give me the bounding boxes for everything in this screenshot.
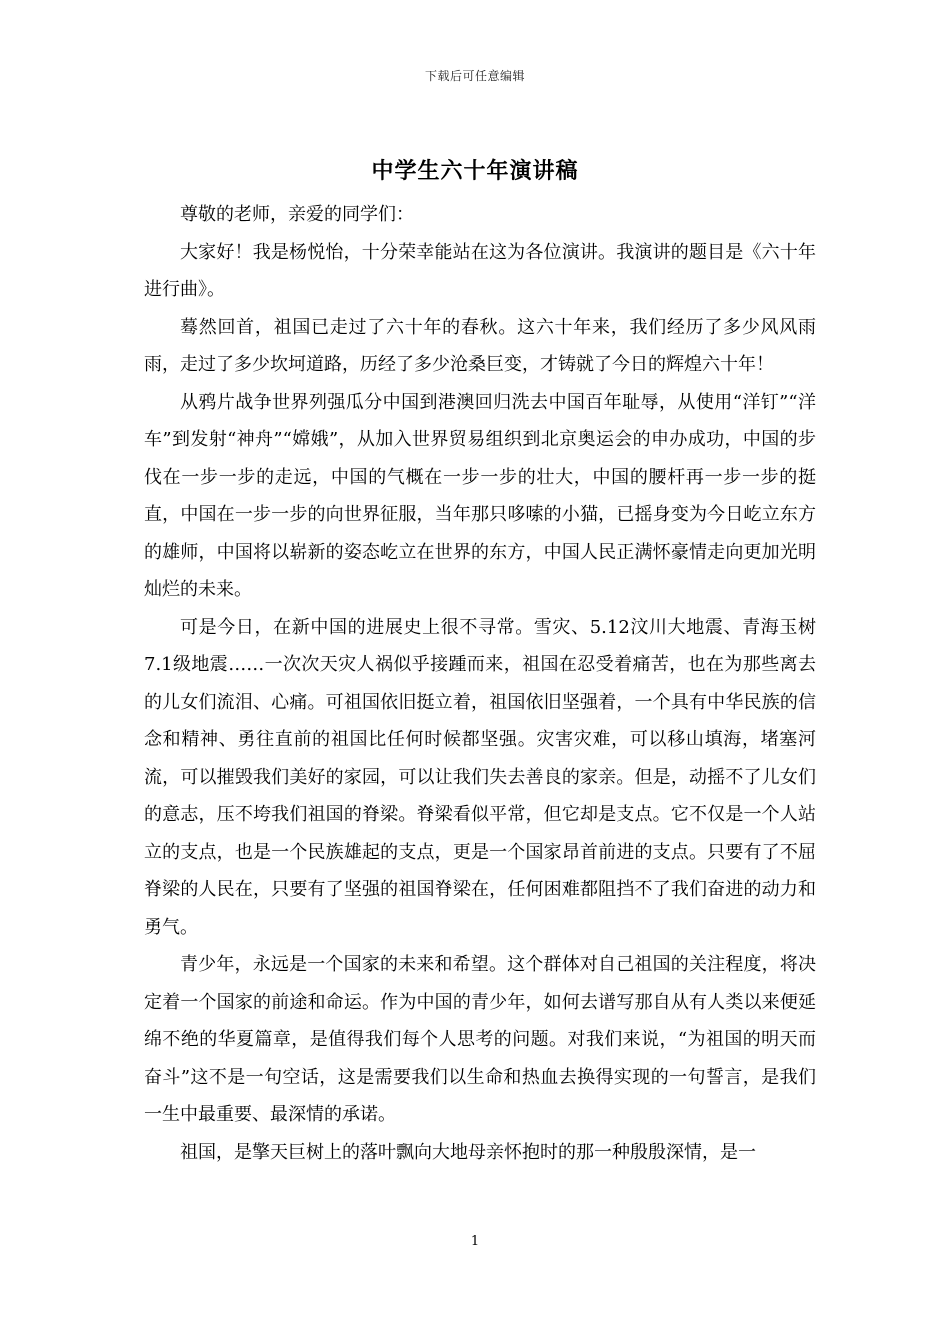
paragraph-looking-back: 蓦然回首，祖国已走过了六十年的春秋。这六十年来，我们经历了多少风风雨雨，走过了多少坎坷道路，历经了多少沧桑巨变，才铸就了今日的辉煌六十年！ [144,316,816,375]
paragraph-history: 从鸦片战争世界列强瓜分中国到港澳回归洗去中国百年耻辱，从使用“洋钉”“洋车”到发射“神舟”“嫦娥”，从加入世界贸易组织到北京奥运会的申办成功，中国的步伐在一步一步的走远，中国的气概在一步一步的壮大，中国的腰杆再一步一步的挺直，中国在一步一步的向世界征服，当年那只哆嗦的小猫，已摇身变为今日屹立东方的雄师，中国将以崭新的姿态屹立在世界的东方，中国人民正满怀豪情走向更加光明灿烂的未来。 [144,391,816,600]
page-number: 1 [470,1234,480,1249]
document-title: 中学生六十年演讲稿 [371,159,579,184]
page-header-note: 下载后可任意编辑 [424,69,525,83]
paragraph-youth: 青少年，永远是一个国家的未来和希望。这个群体对自己祖国的关注程度，将决定着一个国家的前途和命运。作为中国的青少年，如何去谱写那自从有人类以来便延绵不绝的华夏篇章，是值得我们每个人思考的问题。对我们来说，“为祖国的明天而奋斗”这不是一句空话，这是需要我们以生命和热血去换得实现的一句誓言，是我们一生中最重要、最深情的承诺。 [144,954,816,1125]
paragraph-salutation: 尊敬的老师，亲爱的同学们： [180,204,414,225]
paragraph-disasters: 可是今日，在新中国的进展史上很不寻常。雪灾、5.12汶川大地震、青海玉树7.1级地震……一次次天灾人祸似乎接踵而来，祖国在忍受着痛苦，也在为那些离去的儿女们流泪、心痛。可祖国依旧挺立着，祖国依旧坚强着，一个具有中华民族的信念和精神、勇往直前的祖国比任何时候都坚强。灾害灾难，可以移山填海，堵塞河流，可以摧毁我们美好的家园，可以让我们失去善良的家亲。但是，动摇不了儿女们的意志，压不垮我们祖国的脊梁。脊梁看似平常，但它却是支点。它不仅是一个人站立的支点，也是一个民族雄起的支点，更是一个国家昂首前进的支点。只要有了不屈脊梁的人民在，只要有了坚强的祖国脊梁在，任何困难都阻挡不了我们奋进的动力和勇气。 [144,616,816,938]
paragraph-motherland: 祖国，是擎天巨树上的落叶飘向大地母亲怀抱时的那一种殷殷深情，是一 [180,1141,756,1163]
document-body [144,196,816,1171]
paragraph-introduction: 大家好！我是杨悦怡，十分荣幸能站在这为各位演讲。我演讲的题目是《六十年进行曲》。 [144,241,816,300]
